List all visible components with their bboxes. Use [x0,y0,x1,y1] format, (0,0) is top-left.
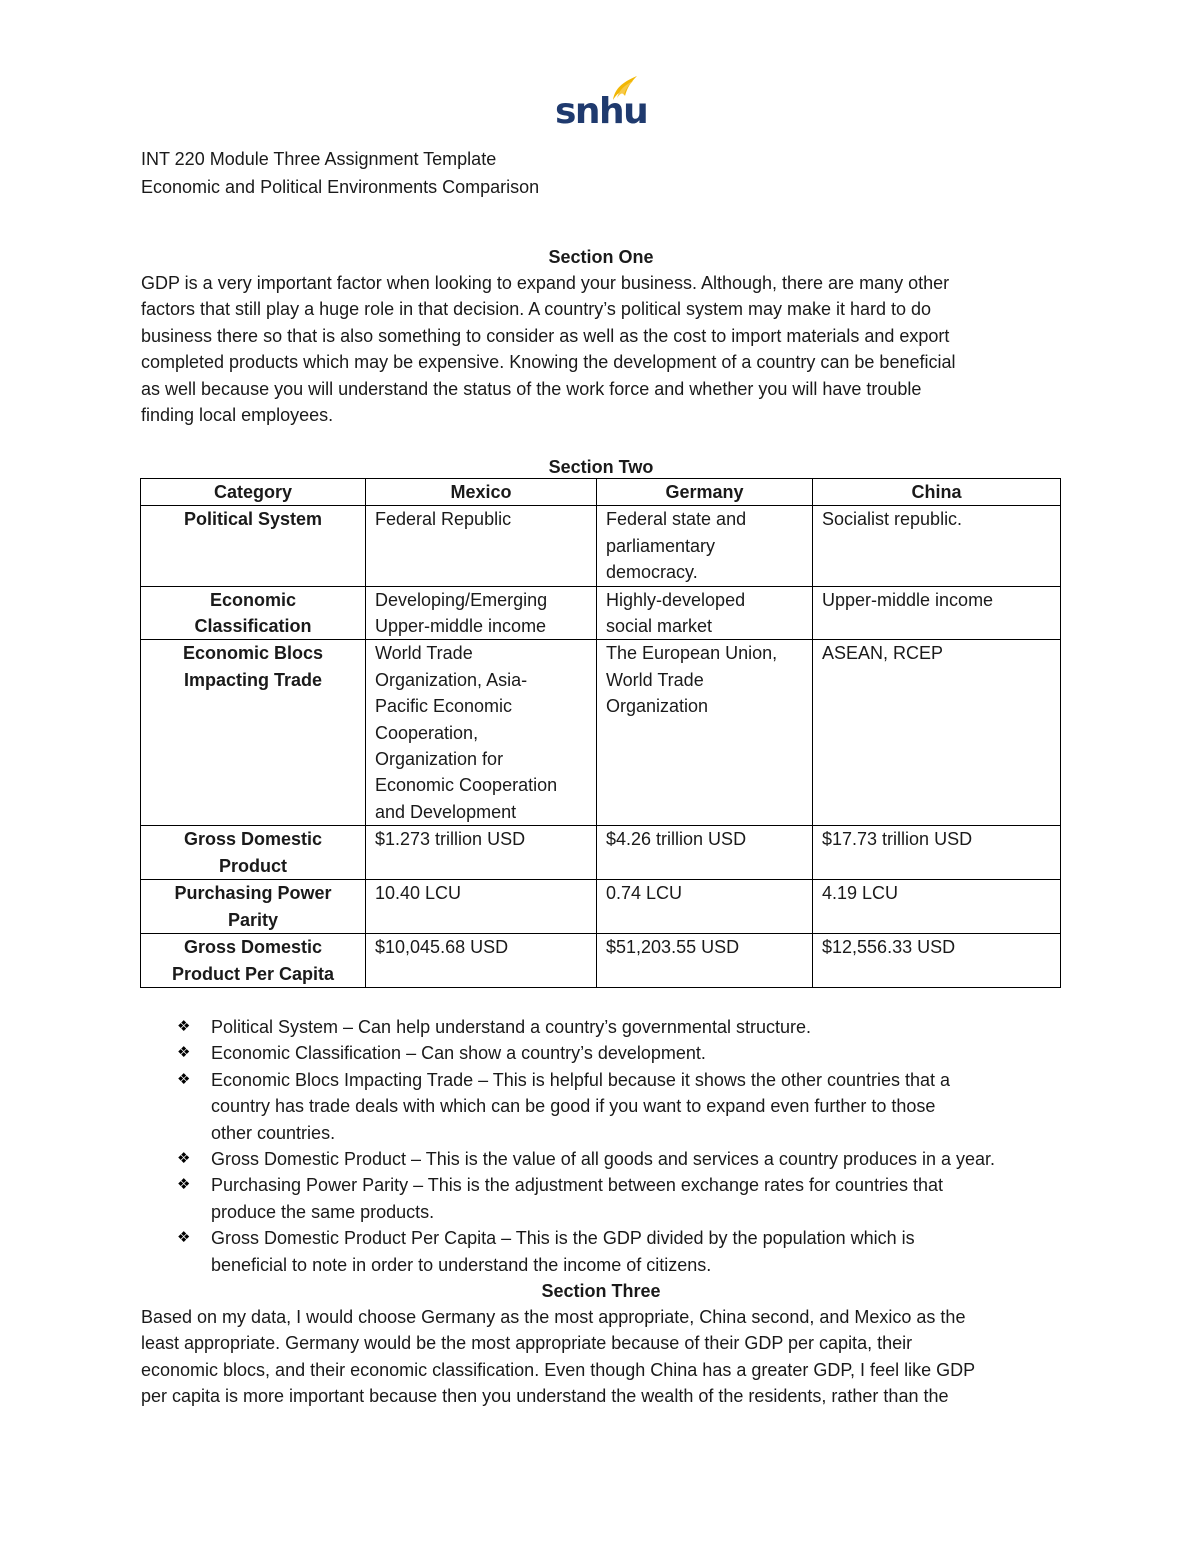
cell-line: $4.26 trillion USD [606,829,747,850]
list-item [141,1172,1061,1225]
cell-line: Economic Blocs [182,643,324,664]
cell-line: Upper-middle income [822,589,994,610]
table-cell [597,826,813,880]
cell-line: Pacific Economic [375,696,513,717]
diamond-bullet-icon: ❖ [177,1176,191,1194]
paragraph-line: GDP is a very important factor when looking to expand your business. Although, there are many other [141,273,950,293]
assignment-title: Economic and Political Environments Comparison [141,177,540,197]
diamond-bullet-icon: ❖ [177,1070,191,1088]
list-item [141,1225,1061,1278]
cell-line: $17.73 trillion USD [822,829,973,850]
list-line: Political System – Can help understand a country’s governmental structure. [211,1017,811,1037]
cell-line: ASEAN, RCEP [822,643,944,664]
table-cell [597,506,813,586]
category-cell [141,934,366,988]
category-cell [141,586,366,640]
cell-line: Upper-middle income [375,616,547,637]
course-title: INT 220 Module Three Assignment Template [141,149,497,169]
diamond-bullet-icon: ❖ [177,1018,191,1035]
section-three-paragraph [141,1304,1061,1410]
column-header: Category [141,479,366,506]
cell-line: Product [218,855,287,876]
table-cell [813,586,1061,640]
table-cell [813,640,1061,826]
table-cell [813,934,1061,988]
paragraph-line: economic blocs, and their economic classification. Even though China has a greater GDP, I feel like GDP [141,1359,976,1380]
column-header: Germany [597,479,813,506]
paragraph-line: business there so that is also something to consider as well as the cost to import materials and export [141,325,950,346]
section-three-title: Section Three [541,1281,661,1301]
cell-line: Federal Republic [375,509,512,530]
table-row [141,586,1061,640]
cell-line: Federal state and [606,509,747,530]
paragraph-line: least appropriate. Germany would be the most appropriate because of their GDP per capita, their [141,1333,913,1354]
list-line: Economic Blocs Impacting Trade – This is helpful because it shows the other countries that a [211,1069,951,1090]
cell-line: Purchasing Power [174,883,332,904]
logo-text: snhu [555,91,648,132]
table-cell [813,506,1061,586]
cell-line: Parity [227,909,279,930]
table-cell [597,880,813,934]
list-item [141,1067,1061,1146]
section-two-title: Section Two [548,457,654,477]
table-row [141,934,1061,988]
paragraph-line: per capita is more important because then you understand the wealth of the residents, rather than the [141,1386,949,1407]
cell-line: 4.19 LCU [822,883,899,904]
cell-line: social market [606,616,713,637]
table-cell [366,506,597,586]
cell-line: Organization for [375,749,504,770]
table-row [141,826,1061,880]
column-header: China [813,479,1061,506]
list-line: Economic Classification – Can show a country’s development. [211,1043,706,1064]
section-three [141,1278,1061,1410]
table-cell [813,880,1061,934]
section-one [141,244,1061,428]
cell-line: $12,556.33 USD [822,937,956,958]
cell-line: Product Per Capita [171,963,335,984]
cell-line: Organization, Asia- [375,669,528,690]
list-line: country has trade deals with which can be good if you want to expand even further to those [211,1096,936,1117]
cell-line: parliamentary [606,535,716,556]
table-cell [366,934,597,988]
table-cell [366,640,597,826]
cell-line: Gross Domestic [183,829,323,850]
section-one-title: Section One [548,247,654,267]
list-line: Gross Domestic Product Per Capita – This is the GDP divided by the population which is [211,1228,915,1249]
table-cell [366,586,597,640]
cell-line: $51,203.55 USD [606,937,740,958]
cell-line: Organization [606,696,709,717]
table-header-row [141,479,1061,506]
table-cell [813,826,1061,880]
cell-line: 10.40 LCU [375,883,462,904]
list-item [141,1014,1061,1040]
list-line: beneficial to note in order to understand the income of citizens. [211,1254,712,1275]
category-cell [141,880,366,934]
paragraph-line: factors that still play a huge role in that decision. A country’s political system may make it hard to do [141,299,932,320]
cell-line: Political System [183,509,323,530]
cell-line: $1.273 trillion USD [375,829,526,850]
cell-line: World Trade [606,669,704,690]
cell-line: Economic [209,589,297,610]
paragraph-line: finding local employees. [141,405,334,426]
table-cell [366,826,597,880]
comparison-table [140,478,1061,988]
cell-line: Economic Cooperation [375,775,558,796]
cell-line: World Trade [375,643,473,664]
cell-line: Classification [194,616,312,637]
diamond-bullet-icon: ❖ [177,1044,191,1062]
table-row [141,640,1061,826]
cell-line: Socialist republic. [822,509,963,530]
cell-line: and Development [375,801,517,822]
diamond-bullet-icon: ❖ [177,1229,191,1247]
column-header: Mexico [366,479,597,506]
table-cell [597,640,813,826]
diamond-bullet-icon: ❖ [177,1150,191,1168]
table-cell [597,934,813,988]
table-row [141,880,1061,934]
category-cell [141,640,366,826]
list-item [141,1040,1061,1066]
table-cell [597,586,813,640]
table-cell [366,880,597,934]
cell-line: 0.74 LCU [606,883,683,904]
paragraph-line: as well because you will understand the status of the work force and whether you will have trouble [141,378,922,399]
section-one-paragraph [141,270,1061,428]
document-header [141,145,1061,201]
category-explanations [141,1014,1061,1278]
list-line: Gross Domestic Product – This is the value of all goods and services a country produces in a year. [211,1149,996,1170]
list-line: produce the same products. [211,1201,435,1222]
list-line: Purchasing Power Parity – This is the adjustment between exchange rates for countries that [211,1175,944,1196]
cell-line: Highly-developed [606,589,746,610]
cell-line: $10,045.68 USD [375,937,509,958]
category-cell [141,826,366,880]
cell-line: Impacting Trade [183,669,323,690]
cell-line: democracy. [606,562,698,583]
paragraph-line: completed products which may be expensive. Knowing the development of a country can be beneficial [141,352,956,373]
cell-line: The European Union, [606,643,778,664]
list-line: other countries. [211,1122,336,1143]
snhu-logo [555,74,648,134]
category-cell [141,506,366,586]
paragraph-line: Based on my data, I would choose Germany as the most appropriate, China second, and Mexico as the [141,1307,966,1327]
table-row [141,506,1061,586]
cell-line: Developing/Emerging [375,589,548,610]
list-item [141,1146,1061,1172]
cell-line: Cooperation, [375,722,479,743]
section-two-heading [141,454,1061,480]
cell-line: Gross Domestic [183,937,323,958]
